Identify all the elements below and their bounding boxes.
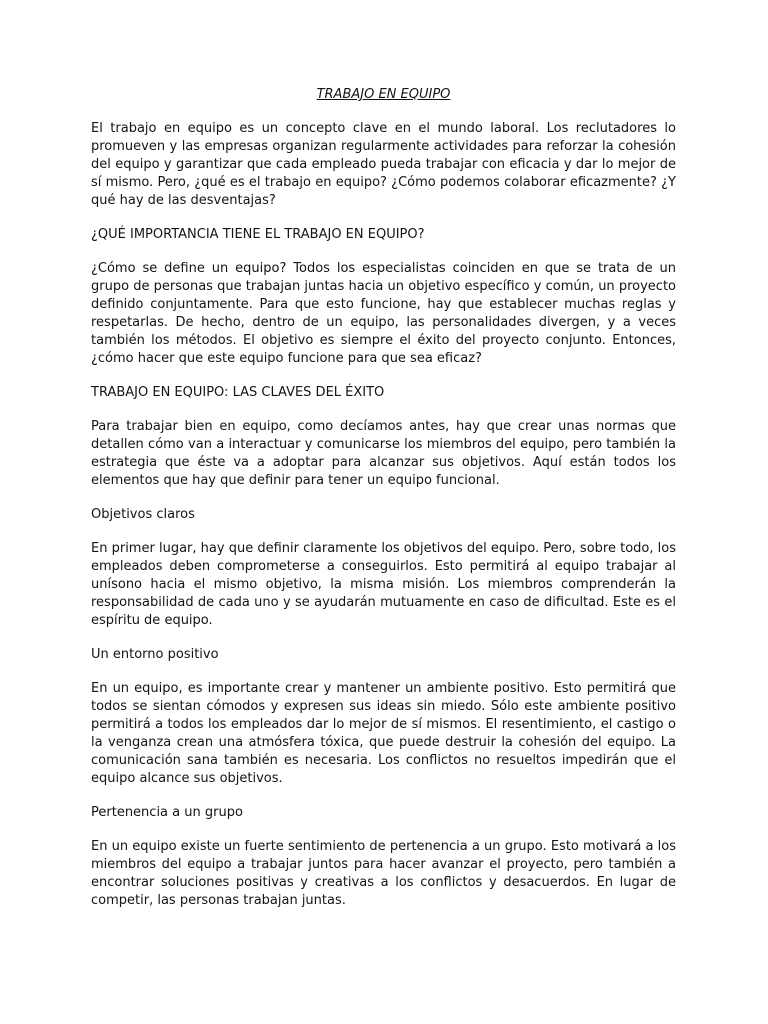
subheading-objetivos: Objetivos claros (91, 507, 195, 522)
section-body-importancia: ¿Cómo se define un equipo? Todos los especialistas coinciden en que se trata de un grupo de personas que trabajan juntas hacia un objetivo específico y común, un proyecto definido conjuntamente. Para que esto funcione, hay que establecer muchas reglas y respetarlas. De hecho, dentro de un equipo, las personalidades divergen, y a veces también los métodos. El objetivo es siempre el éxito del proyecto conjunto. Entonces, ¿cómo hacer que este equipo funcione para que sea eficaz? (91, 261, 676, 366)
document-content (91, 86, 676, 926)
body-pertenencia: En un equipo existe un fuerte sentimiento de pertenencia a un grupo. Esto motivará a los miembros del equipo a trabajar juntos para hacer avanzar el proyecto, pero también a encontrar soluciones positivas y creativas a los conflictos y desacuerdos. En lugar de competir, las personas trabajan juntas. (91, 839, 676, 908)
body-entorno: En un equipo, es importante crear y mantener un ambiente positivo. Esto permitirá que todos se sientan cómodos y expresen sus ideas sin miedo. Sólo este ambiente positivo permitirá a todos los empleados dar lo mejor de sí mismos. El resentimiento, el castigo o la venganza crean una atmósfera tóxica, que puede destruir la cohesión del equipo. La comunicación sana también es necesaria. Los conflictos no resueltos impedirán que el equipo alcance sus objetivos. (91, 681, 676, 786)
document-title: TRABAJO EN EQUIPO (316, 87, 451, 102)
subheading-entorno: Un entorno positivo (91, 647, 219, 662)
section-heading-importancia: ¿QUÉ IMPORTANCIA TIENE EL TRABAJO EN EQUIPO? (91, 227, 425, 242)
section-heading-claves: TRABAJO EN EQUIPO: LAS CLAVES DEL ÉXITO (91, 385, 385, 400)
subheading-pertenencia: Pertenencia a un grupo (91, 805, 243, 820)
body-objetivos: En primer lugar, hay que definir claramente los objetivos del equipo. Pero, sobre todo, los empleados deben comprometerse a conseguirlos. Esto permitirá al equipo trabajar al unísono hacia el mismo objetivo, la misma misión. Los miembros comprenderán la responsabilidad de cada uno y se ayudarán mutuamente en caso de dificultad. Este es el espíritu de equipo. (91, 541, 676, 628)
section-body-claves: Para trabajar bien en equipo, como decíamos antes, hay que crear unas normas que detallen cómo van a interactuar y comunicarse los miembros del equipo, pero también la estrategia que éste va a adoptar para alcanzar sus objetivos. Aquí están todos los elementos que hay que definir para tener un equipo funcional. (91, 419, 676, 488)
intro-paragraph: El trabajo en equipo es un concepto clave en el mundo laboral. Los reclutadores lo promueven y las empresas organizan regularmente actividades para reforzar la cohesión del equipo y garantizar que cada empleado pueda trabajar con eficacia y dar lo mejor de sí mismo. Pero, ¿qué es el trabajo en equipo? ¿Cómo podemos colaborar eficazmente? ¿Y qué hay de las desventajas? (91, 121, 676, 208)
